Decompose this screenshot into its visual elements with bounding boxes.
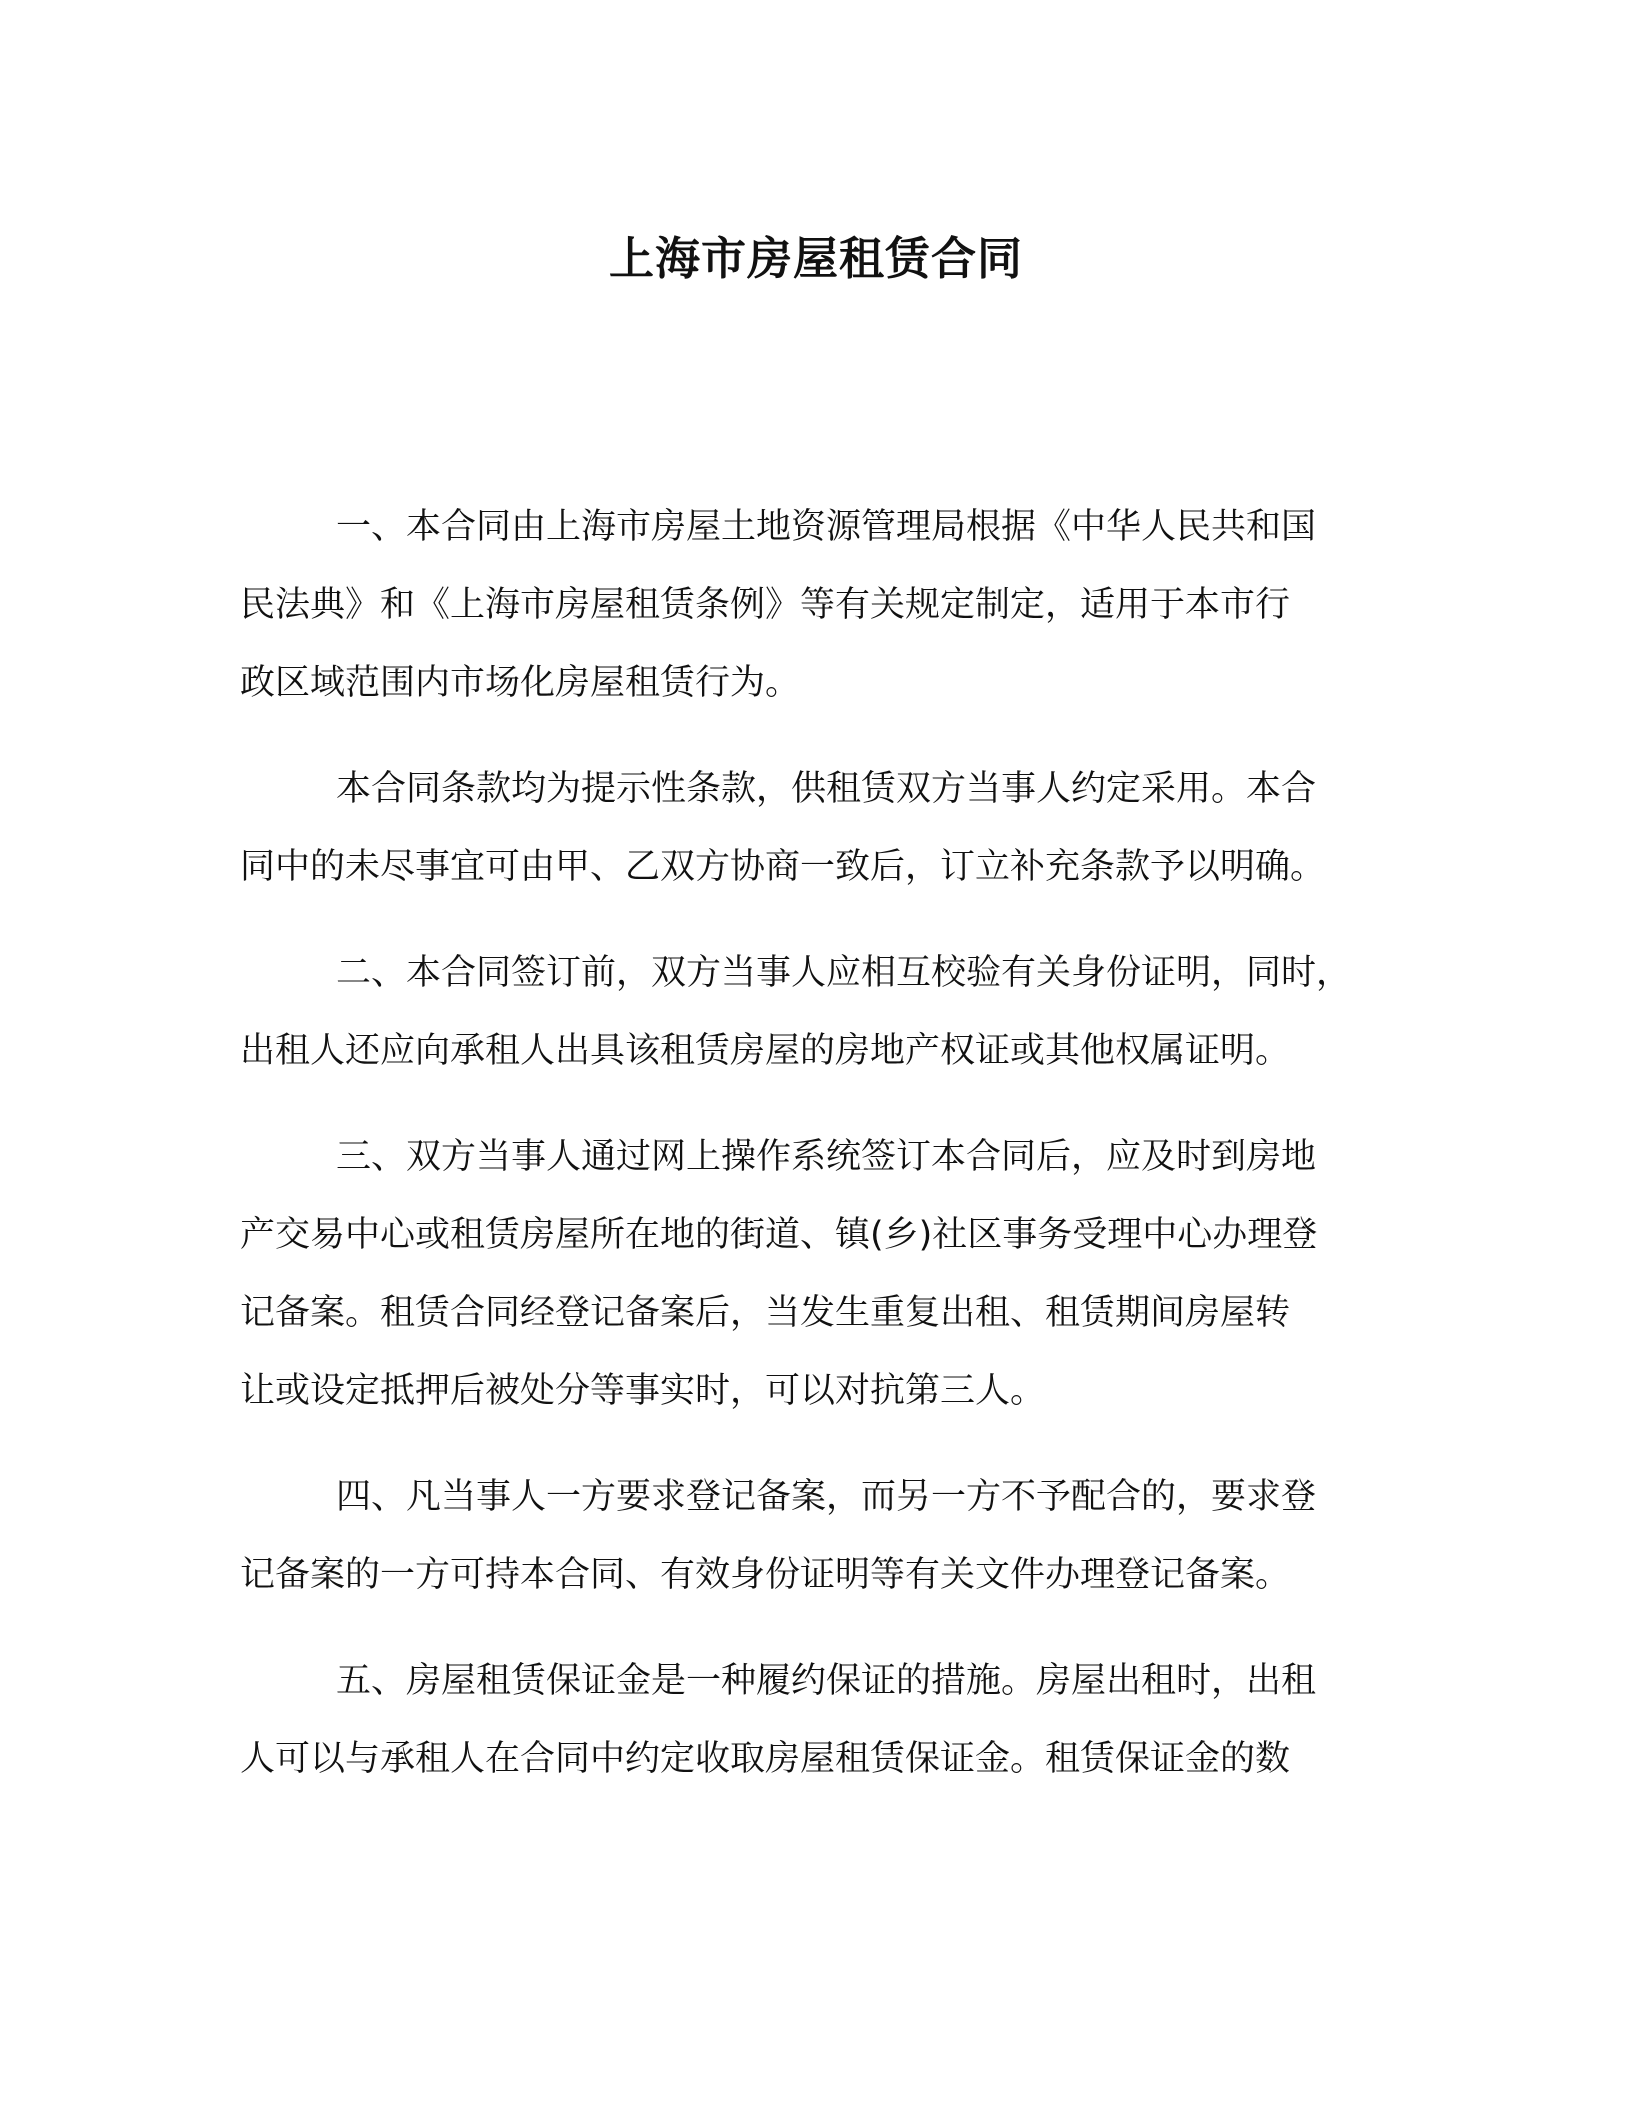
document-title: 上海市房屋租赁合同 [608, 232, 1023, 285]
paragraph-4 [240, 1118, 1400, 1430]
paragraph-line: 本合同条款均为提示性条款，供租赁双方当事人约定采用。本合 [336, 769, 1317, 809]
paragraph-1 [240, 488, 1400, 722]
paragraph-line: 民法典》和《上海市房屋租赁条例》等有关规定制定，适用于本市行 [240, 585, 1291, 625]
document-body [240, 488, 1400, 1826]
paragraph-line: 记备案的一方可持本合同、有效身份证明等有关文件办理登记备案。 [240, 1555, 1291, 1595]
paragraph-line: 五、房屋租赁保证金是一种履约保证的措施。房屋出租时，出租 [336, 1661, 1317, 1701]
paragraph-6 [240, 1642, 1400, 1798]
paragraph-line: 三、双方当事人通过网上操作系统签订本合同后，应及时到房地 [336, 1137, 1317, 1177]
paragraph-2 [240, 750, 1400, 906]
paragraph-line: 二、本合同签订前，双方当事人应相互校验有关身份证明，同时， [336, 953, 1352, 993]
paragraph-line: 人可以与承租人在合同中约定收取房屋租赁保证金。租赁保证金的数 [240, 1739, 1291, 1779]
paragraph-line: 让或设定抵押后被处分等事实时，可以对抗第三人。 [240, 1371, 1046, 1411]
paragraph-line: 记备案。租赁合同经登记备案后，当发生重复出租、租赁期间房屋转 [240, 1293, 1291, 1333]
paragraph-line: 一、本合同由上海市房屋土地资源管理局根据《中华人民共和国 [336, 507, 1317, 547]
paragraph-5 [240, 1458, 1400, 1614]
paragraph-line: 出租人还应向承租人出具该租赁房屋的房地产权证或其他权属证明。 [240, 1031, 1291, 1071]
paragraph-line: 产交易中心或租赁房屋所在地的街道、镇(乡)社区事务受理中心办理登 [240, 1215, 1318, 1255]
paragraph-line: 四、凡当事人一方要求登记备案，而另一方不予配合的，要求登 [336, 1477, 1317, 1517]
paragraph-line: 同中的未尽事宜可由甲、乙双方协商一致后，订立补充条款予以明确。 [240, 847, 1326, 887]
paragraph-line: 政区域范围内市场化房屋租赁行为。 [240, 663, 801, 703]
paragraph-3 [240, 934, 1400, 1090]
